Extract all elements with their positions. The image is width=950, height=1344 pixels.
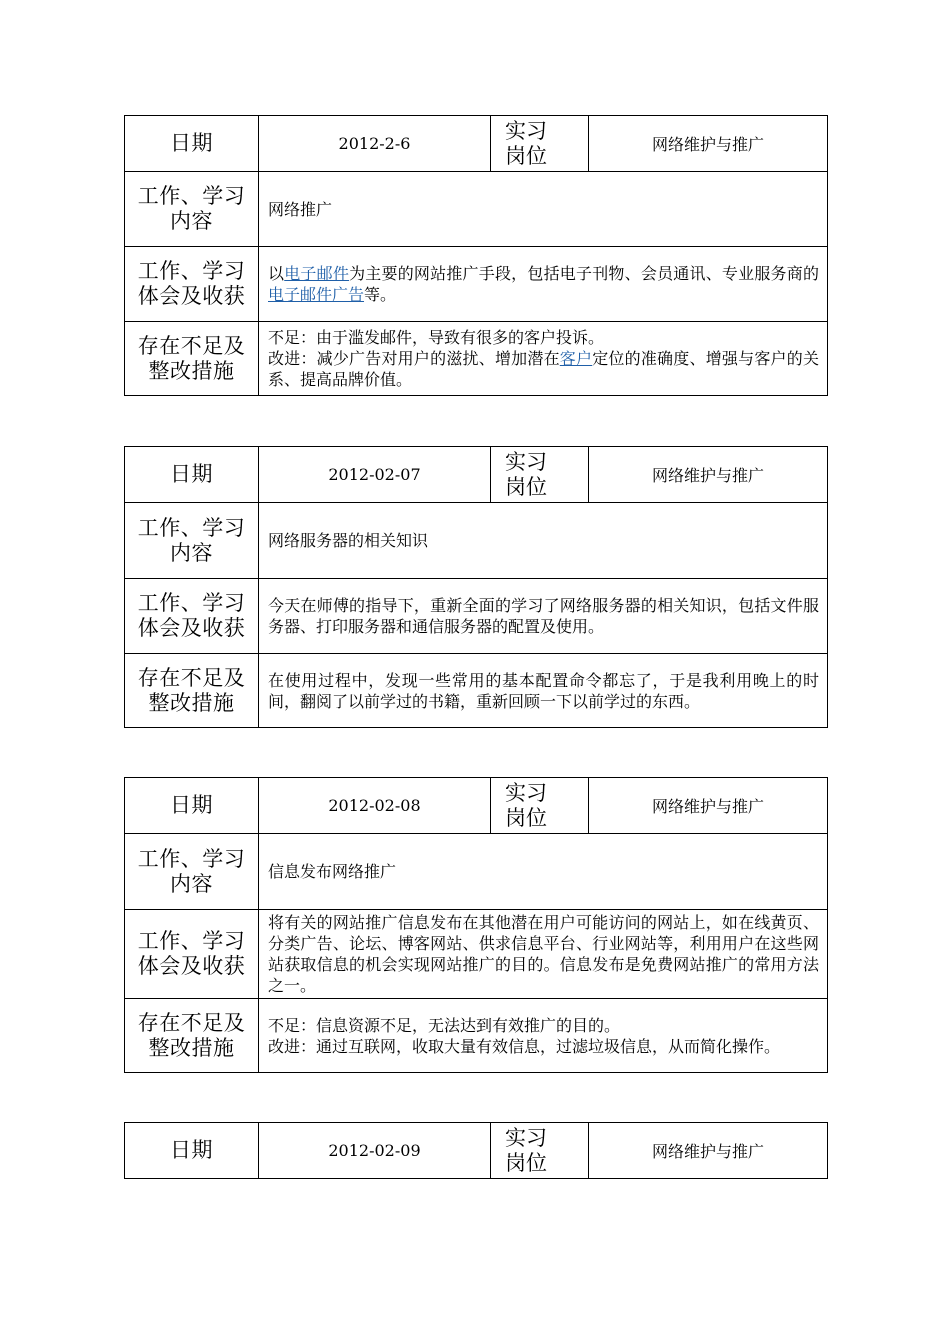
date-value: 2012-02-08: [259, 778, 491, 834]
position-value: 网络维护与推广: [589, 116, 828, 172]
work-content-label: 工作、学习 内容: [125, 172, 259, 247]
work-content-value: 信息发布网络推广: [259, 834, 828, 910]
issues-label: 存在不足及 整改措施: [125, 999, 259, 1073]
experience-label: 工作、学习 体会及收获: [125, 910, 259, 999]
date-value: 2012-02-09: [259, 1123, 491, 1179]
work-content-value: 网络推广: [259, 172, 828, 247]
date-label: 日期: [125, 778, 259, 834]
position-value: 网络维护与推广: [589, 778, 828, 834]
work-content-value: 网络服务器的相关知识: [259, 503, 828, 579]
experience-value: 将有关的网站推广信息发布在其他潜在用户可能访问的网站上，如在线黄页、分类广告、论坛、博客网站、供求信息平台、行业网站等，利用用户在这些网站获取信息的机会实现网站推广的目的。信息发布是免费网站推广的常用方法之一。: [259, 910, 828, 999]
date-value: 2012-02-07: [259, 447, 491, 503]
position-label: 实习 岗位: [491, 447, 589, 503]
date-label: 日期: [125, 116, 259, 172]
work-content-label: 工作、学习 内容: [125, 503, 259, 579]
customer-link[interactable]: 客户: [559, 349, 593, 368]
issues-value: 不足：信息资源不足，无法达到有效推广的目的。 改进：通过互联网，收取大量有效信息，过滤垃圾信息，从而简化操作。: [259, 999, 828, 1073]
position-label: 实习 岗位: [491, 1123, 589, 1179]
email-ad-link[interactable]: 电子邮件广告: [268, 285, 365, 304]
experience-value: 今天在师傅的指导下，重新全面的学习了网络服务器的相关知识，包括文件服务器、打印服务器和通信服务器的配置及使用。: [259, 579, 828, 654]
email-link[interactable]: 电子邮件: [284, 264, 350, 283]
position-label: 实习 岗位: [491, 116, 589, 172]
log-entry-4: [124, 1122, 828, 1179]
issues-label: 存在不足及 整改措施: [125, 322, 259, 396]
position-value: 网络维护与推广: [589, 1123, 828, 1179]
experience-label: 工作、学习 体会及收获: [125, 247, 259, 322]
position-label: 实习 岗位: [491, 778, 589, 834]
log-entry-1: [124, 115, 828, 396]
work-content-label: 工作、学习 内容: [125, 834, 259, 910]
log-entry-2: [124, 446, 828, 728]
experience-label: 工作、学习 体会及收获: [125, 579, 259, 654]
experience-value: 以电子邮件为主要的网站推广手段，包括电子刊物、会员通讯、专业服务商的电子邮件广告等。: [259, 247, 828, 322]
log-entry-3: [124, 777, 828, 1073]
issues-label: 存在不足及 整改措施: [125, 654, 259, 728]
position-value: 网络维护与推广: [589, 447, 828, 503]
issues-value: 在使用过程中，发现一些常用的基本配置命令都忘了，于是我利用晚上的时间，翻阅了以前学过的书籍，重新回顾一下以前学过的东西。: [259, 654, 828, 728]
date-label: 日期: [125, 1123, 259, 1179]
date-value: 2012-2-6: [259, 116, 491, 172]
date-label: 日期: [125, 447, 259, 503]
issues-value: 不足：由于滥发邮件，导致有很多的客户投诉。 改进：减少广告对用户的滋扰、增加潜在客户定位的准确度、增强与客户的关系、提高品牌价值。: [259, 322, 828, 396]
